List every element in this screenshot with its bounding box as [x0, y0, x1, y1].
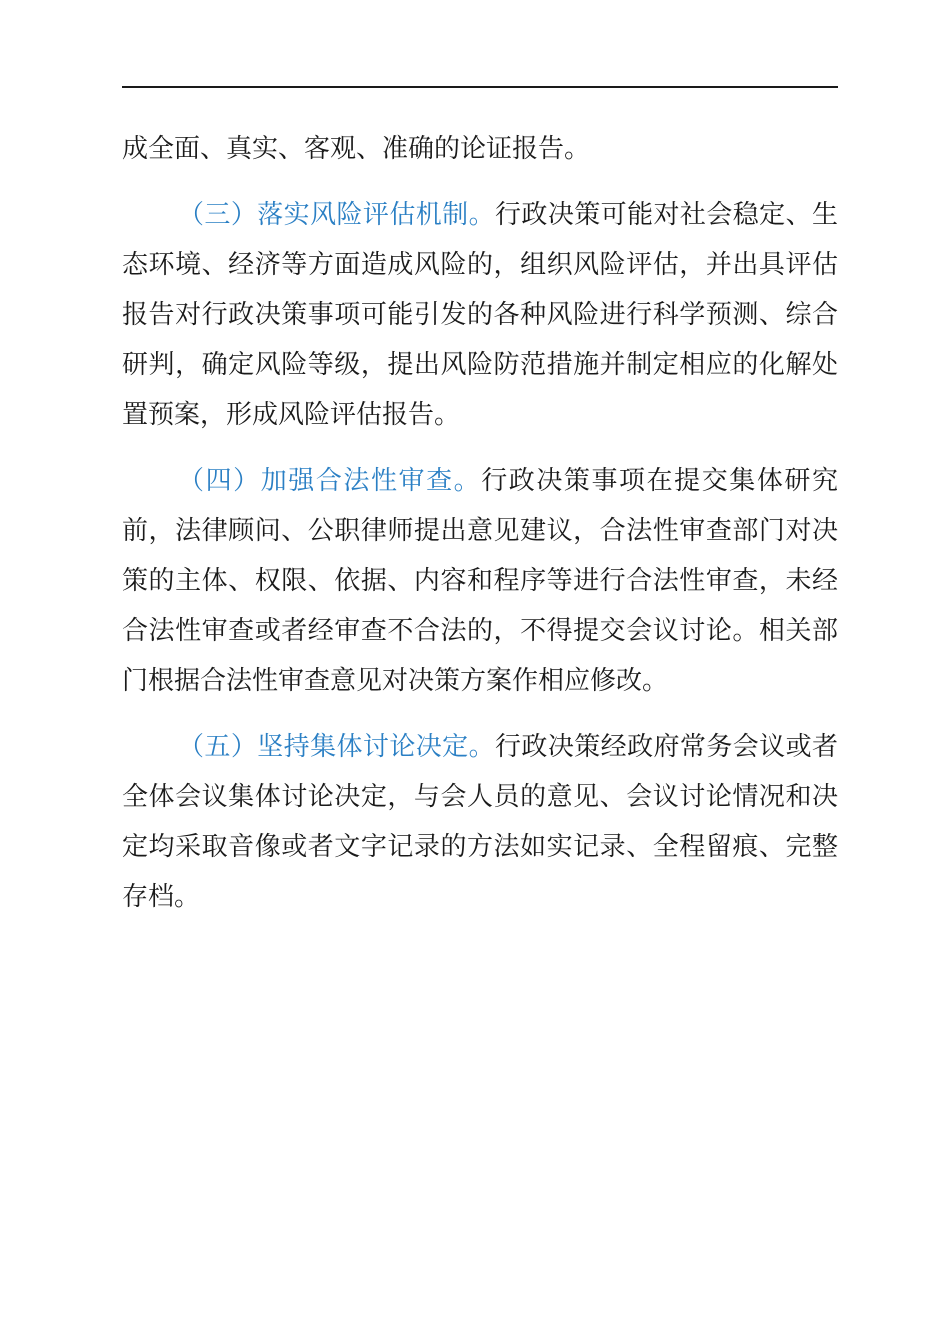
paragraph-collective-decision	[122, 722, 838, 922]
section-heading-five: （五）坚持集体讨论决定。	[178, 732, 495, 762]
section-heading-four: （四）加强合法性审查。	[178, 466, 482, 496]
section-heading-three: （三）落实风险评估机制。	[178, 200, 495, 230]
paragraph-risk-assessment	[122, 190, 838, 440]
header-rule	[122, 86, 838, 88]
paragraph-text: 行政决策经政府常务会议或者全体会议集体讨论决定，与会人员的意见、会议讨论情况和决定均采取音像或者文字记录的方法如实记录、全程留痕、完整存档。	[122, 732, 838, 912]
paragraph-text: 行政决策事项在提交集体研究前，法律顾问、公职律师提出意见建议，合法性审查部门对决策的主体、权限、依据、内容和程序等进行合法性审查，未经合法性审查或者经审查不合法的，不得提交会议讨论。相关部门根据合法性审查意见对决策方案作相应修改。	[122, 466, 838, 696]
paragraph-text: 行政决策可能对社会稳定、生态环境、经济等方面造成风险的，组织风险评估，并出具评估报告对行政决策事项可能引发的各种风险进行科学预测、综合研判，确定风险等级，提出风险防范措施并制定相应的化解处置预案，形成风险评估报告。	[122, 200, 838, 430]
paragraph-continuation	[122, 124, 838, 174]
paragraph-text: 成全面、真实、客观、准确的论证报告。	[122, 134, 591, 164]
paragraph-legality-review	[122, 456, 838, 706]
document-body	[122, 124, 838, 938]
